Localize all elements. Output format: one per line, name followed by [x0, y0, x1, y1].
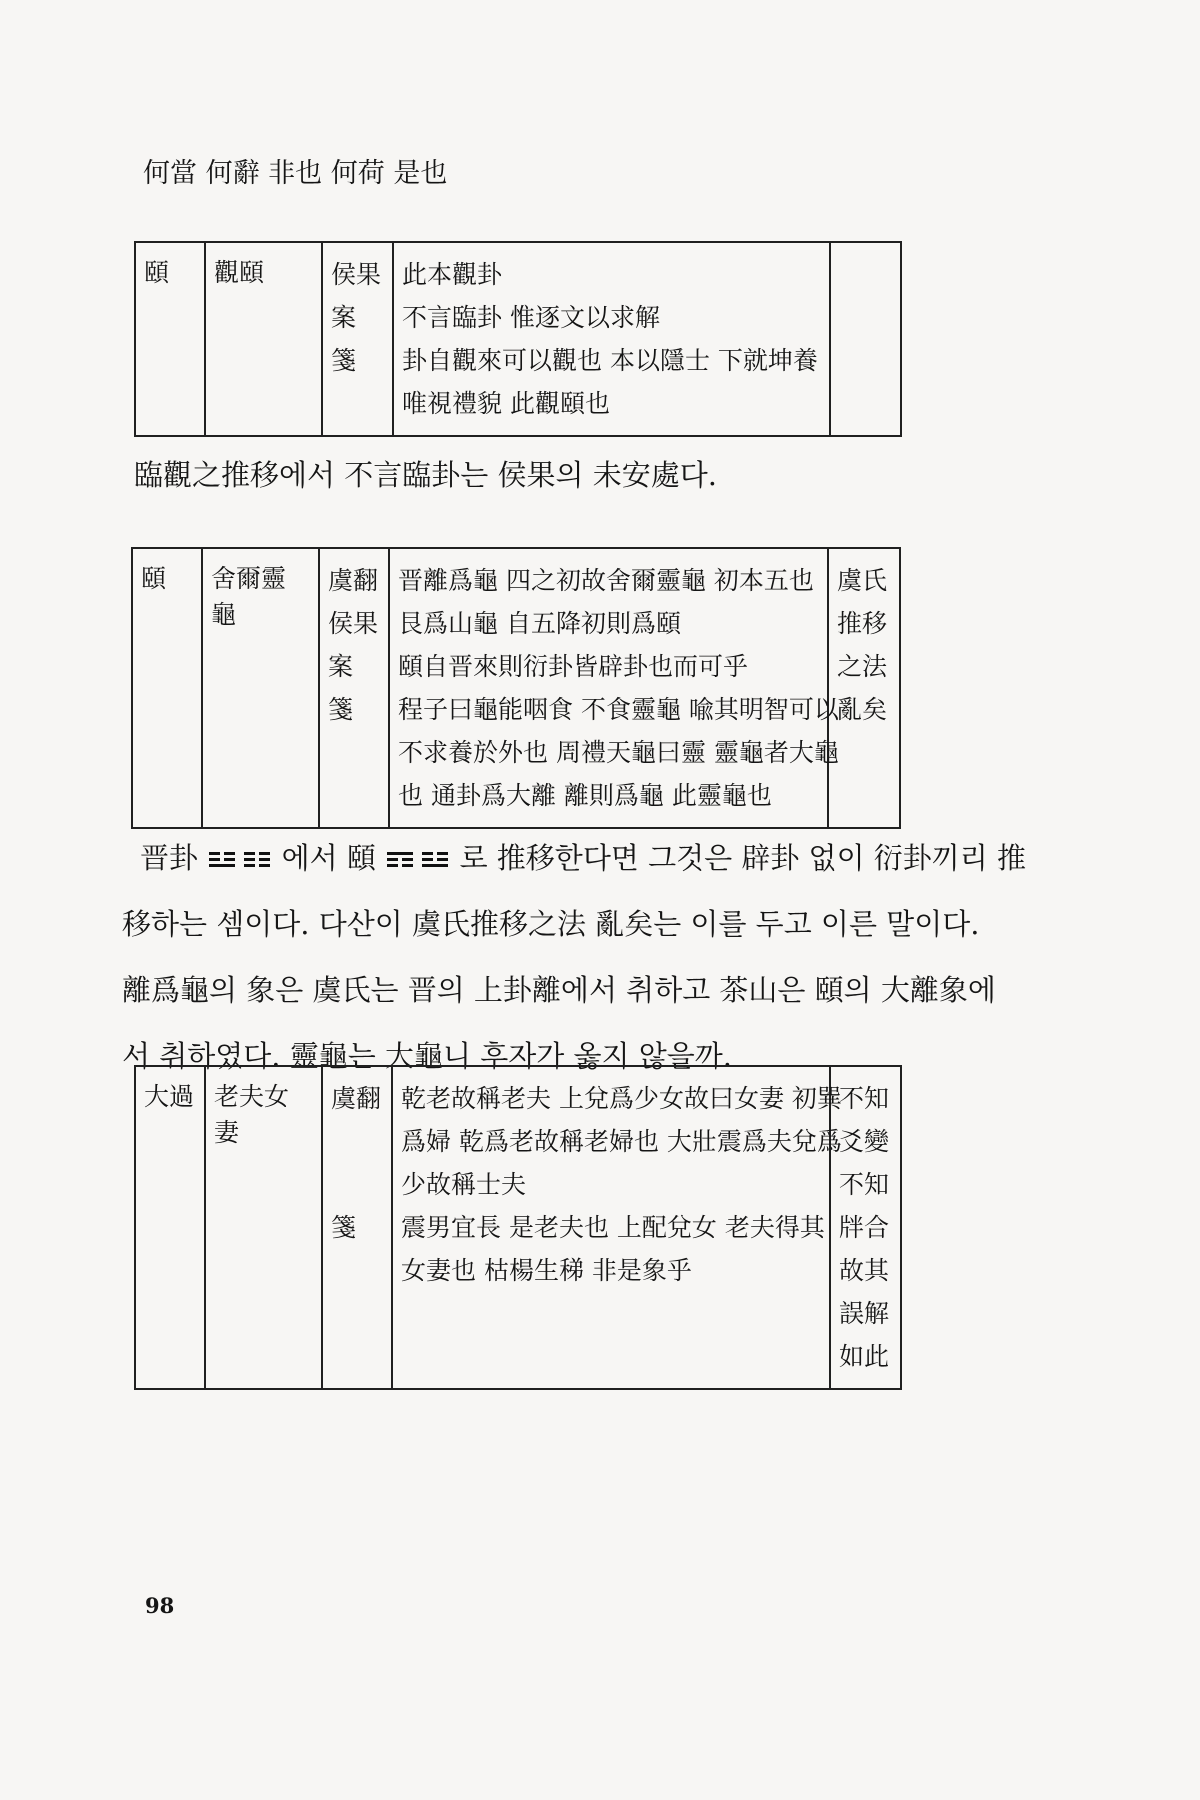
paragraph-line: 移하는 셈이다. 다산이 虞氏推移之法 亂矣는 이를 두고 이른 말이다.	[122, 907, 980, 941]
source-label: 虞翻	[328, 566, 379, 595]
source-label: 箋	[331, 346, 357, 375]
commentary-cell	[393, 242, 830, 436]
paragraph-fragment: 晋卦	[140, 841, 199, 875]
paragraph-line	[122, 825, 1032, 891]
sentence-line: 臨觀之推移에서 不言臨卦는 侯果의 未安處다.	[134, 458, 717, 492]
paragraph-fragment: 로 推移한다면 그것은 辟卦 없이 衍卦끼리 推	[459, 841, 1027, 875]
remark-line: 爻變	[839, 1127, 890, 1156]
source-label: 箋	[328, 695, 354, 724]
source-cell	[322, 1066, 392, 1389]
source-label: 箋	[331, 1213, 357, 1242]
yi-hexagram-icon	[387, 843, 448, 877]
remark-cell	[830, 1066, 901, 1389]
remark-line: 之法	[837, 652, 888, 681]
commentary-line: 震男宜長 是老夫也 上配兌女 老夫得其	[401, 1213, 825, 1242]
commentary-line: 不言臨卦 惟逐文以求解	[402, 303, 660, 332]
commentary-line: 卦自觀來可以觀也 本以隱士 下就坤養	[402, 346, 818, 375]
paragraph-fragment: 에서 頤	[281, 841, 376, 875]
commentary-line: 頤自晋來則衍卦皆辟卦也而可乎	[398, 652, 749, 681]
commentary-table-3	[134, 1065, 902, 1390]
jin-hexagram-icon	[209, 843, 270, 877]
commentary-line: 不求養於外也 周禮天龜曰靈 靈龜者大龜	[398, 738, 839, 767]
remark-line: 不知	[839, 1084, 890, 1113]
hexagram-cell: 頤	[135, 242, 205, 436]
commentary-line: 晋離爲龜 四之初故舍爾靈龜 初本五也	[398, 566, 814, 595]
commentary-table-2	[131, 547, 901, 829]
source-cell	[319, 548, 389, 828]
commentary-line: 少故稱士夫	[401, 1170, 527, 1199]
source-label: 虞翻	[331, 1084, 382, 1113]
commentary-line: 也 通卦爲大離 離則爲龜 此靈龜也	[398, 781, 772, 810]
commentary-line: 此本觀卦	[402, 260, 503, 289]
remark-line: 誤解	[839, 1299, 890, 1328]
source-label: 案	[328, 652, 354, 681]
remark-line: 故其	[839, 1256, 890, 1285]
remark-cell	[830, 242, 901, 436]
source-label: 侯果	[331, 260, 382, 289]
phrase-cell: 觀頤	[205, 242, 322, 436]
source-label: 案	[331, 303, 357, 332]
commentary-cell	[389, 548, 839, 828]
source-cell	[322, 242, 393, 436]
commentary-table-1	[134, 241, 902, 437]
commentary-line: 唯視禮貌 此觀頤也	[402, 389, 610, 418]
paragraph-line: 離爲龜의 象은 虞氏는 晋의 上卦離에서 취하고 茶山은 頤의 大離象에	[122, 973, 996, 1007]
remark-cell	[828, 548, 900, 828]
commentary-line: 女妻也 枯楊生稊 非是象乎	[401, 1256, 692, 1285]
commentary-line: 程子曰龜能咽食 不食靈龜 喩其明智可以	[398, 695, 839, 724]
phrase-cell: 舍爾靈龜	[202, 548, 319, 828]
commentary-line: 乾老故稱老夫 上兌爲少女故曰女妻 初巽	[401, 1084, 842, 1113]
commentary-cell	[392, 1066, 842, 1389]
remark-line: 亂矣	[837, 695, 888, 724]
heading-line: 何當 何辭 非也 何荷 是也	[143, 158, 448, 189]
page-number: 98	[145, 1593, 175, 1618]
remark-line: 推移	[837, 609, 888, 638]
body-paragraph	[122, 825, 1032, 1089]
remark-line: 虞氏	[837, 566, 888, 595]
remark-line: 牉合	[839, 1213, 890, 1242]
source-label: 侯果	[328, 609, 379, 638]
phrase-cell: 老夫女妻	[205, 1066, 322, 1389]
commentary-line: 爲婦 乾爲老故稱老婦也 大壯震爲夫兌爲	[401, 1127, 842, 1156]
paragraph-line: 서 취하였다. 靈龜는 大龜니 후자가 옳지 않을까.	[122, 1039, 732, 1073]
hexagram-cell: 大過	[135, 1066, 205, 1389]
remark-line: 如此	[839, 1342, 890, 1371]
commentary-line: 艮爲山龜 自五降初則爲頤	[398, 609, 681, 638]
remark-line: 不知	[839, 1170, 890, 1199]
hexagram-cell: 頤	[132, 548, 202, 828]
